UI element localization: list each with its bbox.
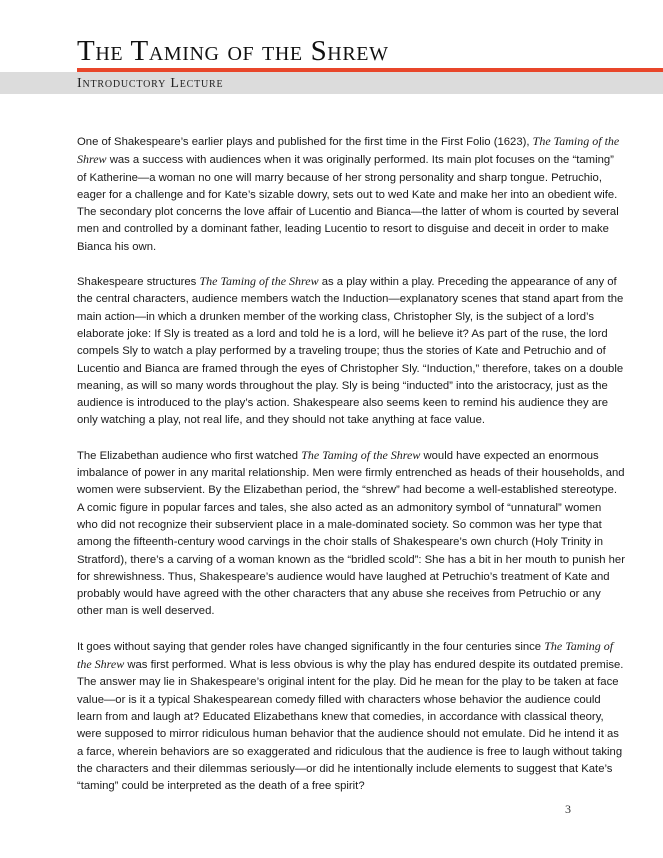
text-run: was first performed. What is less obvious is why the play has endured despite its outdated premise. The answer may lie in Shakespeare’s original intent for the play. Did he mean for the play to be taken at face value—or is it a typical Shakespearean comedy filled with characters whose behavior the audience could learn from and laugh at? Educated Elizabethans knew that comedies, in accordance with classical theory, were supposed to mirror ridiculous human behavior that the audience should not emulate. Did he intend it as a farce, wherein behaviors are so exaggerated and ridiculous that the audience is free to laugh without taking the characters and their dilemmas seriously—or did he intentionally include elements to suggest that Kate’s “taming” could be interpreted as the death of a free spirit?: [77, 659, 624, 793]
page-title: The Taming of the Shrew: [77, 35, 389, 67]
text-run: was a success with audiences when it was originally performed. Its main plot focuses on the “taming” of Katherine—a woman no one will marry because of her strong personality and sharp tongue. Petruchio, eager for a challenge and for Kate’s sizable dowry, sets out to wed Kate and make her into an obedient wife. The secondary plot concerns the love affair of Lucentio and Bianca—the latter of whom is courted by several men and controlled by a dominant father, leading Lucentio to resort to disguise and deceit in order to make Bianca his own.: [77, 154, 619, 253]
play-title-italic: The Taming of the Shrew: [301, 447, 421, 462]
page-number: 3: [565, 802, 571, 816]
paragraph: [77, 638, 625, 796]
text-run: as a play within a play. Preceding the appearance of any of the central characters, audience members watch the Induction—explanatory scenes that stand apart from the main action—in which a drunken member of the working class, Christopher Sly, is the subject of a lord’s elaborate joke: If Sly is treated as a lord and told he is a lord, will he believe it? As part of the ruse, the lord compels Sly to watch a play performed by a traveling troupe; thus the stories of Kate and Petruchio and of Lucentio and Bianca are framed through the eyes of Christopher Sly. “Induction,” therefore, takes on a double meaning, as will so many words throughout the play. Sly is being “inducted” into the aristocracy, just as the audience is introduced to the play’s action. Shakespeare also seems keen to remind his audience they are only watching a play, not real life, and they should not take anything at face value.: [77, 276, 624, 427]
text-run: It goes without saying that gender roles have changed significantly in the four centuries since: [77, 640, 545, 653]
paragraph: [77, 273, 625, 430]
lecture-body: [77, 133, 625, 812]
play-title-italic: The Taming of the Shrew: [77, 134, 620, 167]
section-subtitle: Introductory Lecture: [77, 76, 224, 91]
paragraph: [77, 133, 625, 256]
text-run: The Elizabethan audience who first watched: [77, 449, 302, 462]
play-title-italic: The Taming of the Shrew: [199, 274, 319, 289]
text-run: would have expected an enormous imbalance of power in any marital relationship. Men were firmly entrenched as heads of their households, and women were subservient. By the Elizabethan period, the “shrew” had become a well-established stereotype. A comic figure in popular farces and tales, she also acted as an admonitory symbol of “unnatural” women who did not recognize their subservient place in a male-dominated society. So common was her type that among the fifteenth-century wood carvings in the choir stalls of Shakespeare’s own church (Holy Trinity in Stratford), there’s a carving of a woman known as the “bridled scold”: She has a bit in her mouth to punish her for shrewishness. Thus, Shakespeare’s audience would have laughed at Petruchio’s treatment of Kate and probably would have agreed with the other characters that any abuse she receives from Petruchio or any other man is well deserved.: [77, 449, 625, 618]
text-run: Shakespeare structures: [77, 276, 200, 289]
text-run: One of Shakespeare’s earlier plays and published for the first time in the First Folio (1623),: [77, 136, 533, 148]
play-title-italic: The Taming of the Shrew: [77, 638, 614, 672]
paragraph: [77, 447, 625, 621]
